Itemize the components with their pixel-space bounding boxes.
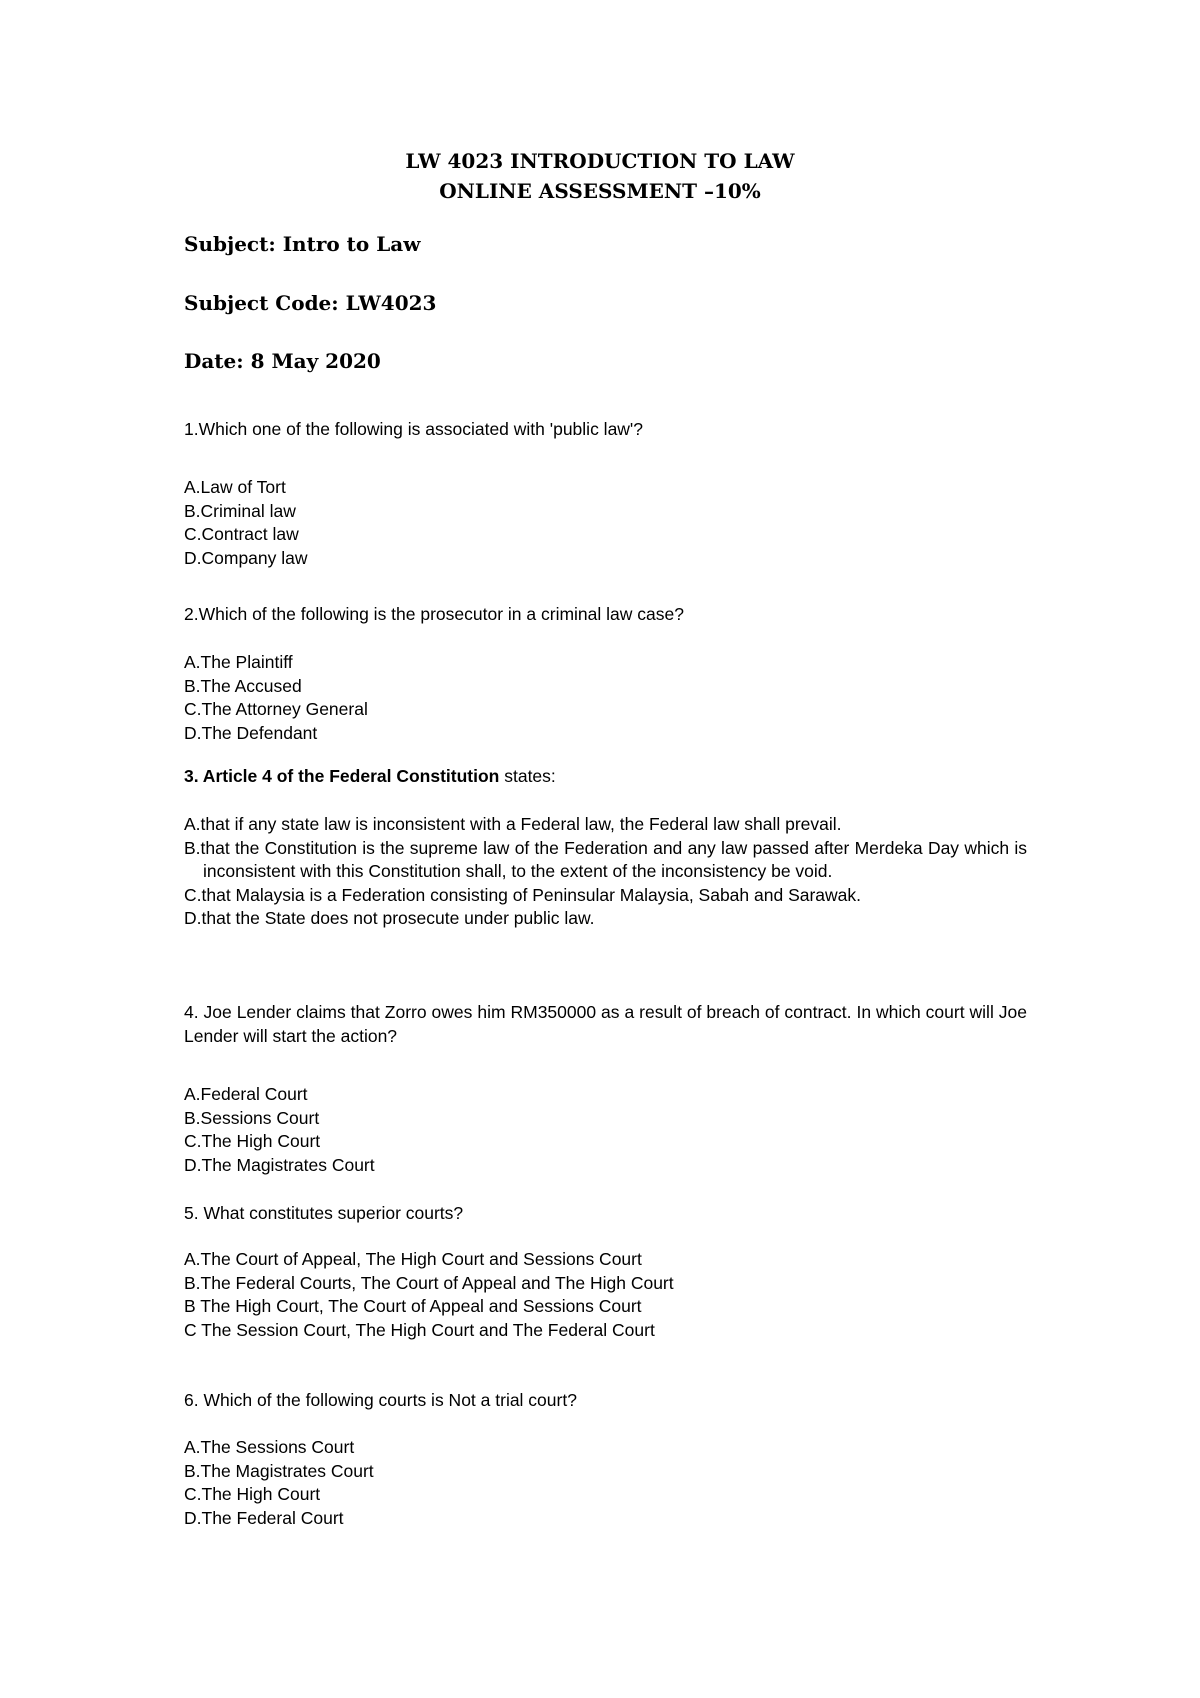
question-5-options bbox=[184, 1248, 1027, 1342]
question-1-text: 1.Which one of the following is associated with 'public law'? bbox=[184, 419, 644, 439]
option-a: A.The Plaintiff bbox=[184, 652, 293, 672]
option-d: D.The Federal Court bbox=[184, 1507, 344, 1528]
question-4 bbox=[184, 1001, 1027, 1048]
question-2-options bbox=[184, 651, 1027, 745]
option-b: B.that the Constitution is the supreme law of the Federation and any law passed after Merdeka Day which is inconsistent with this Constitution shall, to the extent of the inconsistency be void. bbox=[184, 837, 1027, 881]
option-b: B.Sessions Court bbox=[184, 1107, 320, 1128]
option-d: D.The Magistrates Court bbox=[184, 1154, 375, 1175]
option-c: C.that Malaysia is a Federation consisting of Peninsular Malaysia, Sabah and Sarawak. bbox=[184, 884, 862, 905]
date-line: Date: 8 May 2020 bbox=[184, 349, 381, 373]
option-c: C.The High Court bbox=[184, 1131, 321, 1151]
question-6-text: 6. Which of the following courts is Not a trial court? bbox=[184, 1390, 577, 1410]
question-5-text: 5. What constitutes superior courts? bbox=[184, 1203, 464, 1223]
option-a: A.that if any state law is inconsistent with a Federal law, the Federal law shall prevail. bbox=[184, 814, 842, 834]
course-title: LW 4023 INTRODUCTION TO LAW bbox=[405, 149, 795, 173]
option-a: A.The Court of Appeal, The High Court and Sessions Court bbox=[184, 1249, 642, 1269]
option-d: D.Company law bbox=[184, 547, 308, 568]
document-header bbox=[0, 146, 1200, 206]
option-d: D.that the State does not prosecute under public law. bbox=[184, 908, 595, 928]
question-1 bbox=[184, 418, 1027, 442]
option-b: B.The Accused bbox=[184, 675, 302, 696]
question-5 bbox=[184, 1202, 1027, 1226]
question-3-text bbox=[184, 765, 1027, 789]
subject-line: Subject: Intro to Law bbox=[184, 232, 421, 256]
option-b-alt: B The High Court, The Court of Appeal and Sessions Court bbox=[184, 1296, 642, 1316]
question-3 bbox=[184, 765, 1027, 789]
option-c: C The Session Court, The High Court and The Federal Court bbox=[184, 1319, 655, 1340]
assessment-title: ONLINE ASSESSMENT –10% bbox=[439, 179, 761, 203]
option-a: A.Law of Tort bbox=[184, 477, 286, 497]
option-a: A.Federal Court bbox=[184, 1084, 308, 1104]
question-3-bold-text: 3. Article 4 of the Federal Constitution bbox=[184, 766, 500, 786]
question-4-text: 4. Joe Lender claims that Zorro owes him RM350000 as a result of breach of contract. In which court will Joe Lender will start the action? bbox=[184, 1002, 1027, 1046]
question-2 bbox=[184, 603, 1027, 627]
question-6-options bbox=[184, 1436, 1027, 1530]
question-2-text: 2.Which of the following is the prosecutor in a criminal law case? bbox=[184, 604, 684, 624]
question-1-options bbox=[184, 476, 1027, 570]
option-d: D.The Defendant bbox=[184, 722, 318, 743]
question-4-options bbox=[184, 1083, 1027, 1177]
option-b: B.Criminal law bbox=[184, 500, 296, 521]
option-c: C.The Attorney General bbox=[184, 699, 368, 719]
option-b: B.The Magistrates Court bbox=[184, 1460, 374, 1481]
question-3-options bbox=[184, 813, 1027, 931]
option-c: C.Contract law bbox=[184, 524, 299, 544]
option-a: A.The Sessions Court bbox=[184, 1437, 355, 1457]
option-c: C.The High Court bbox=[184, 1484, 321, 1504]
subject-code-line: Subject Code: LW4023 bbox=[184, 291, 437, 315]
option-b: B.The Federal Courts, The Court of Appeal and The High Court bbox=[184, 1272, 674, 1293]
question-3-rest-text: states: bbox=[499, 766, 556, 786]
question-6 bbox=[184, 1389, 1027, 1413]
